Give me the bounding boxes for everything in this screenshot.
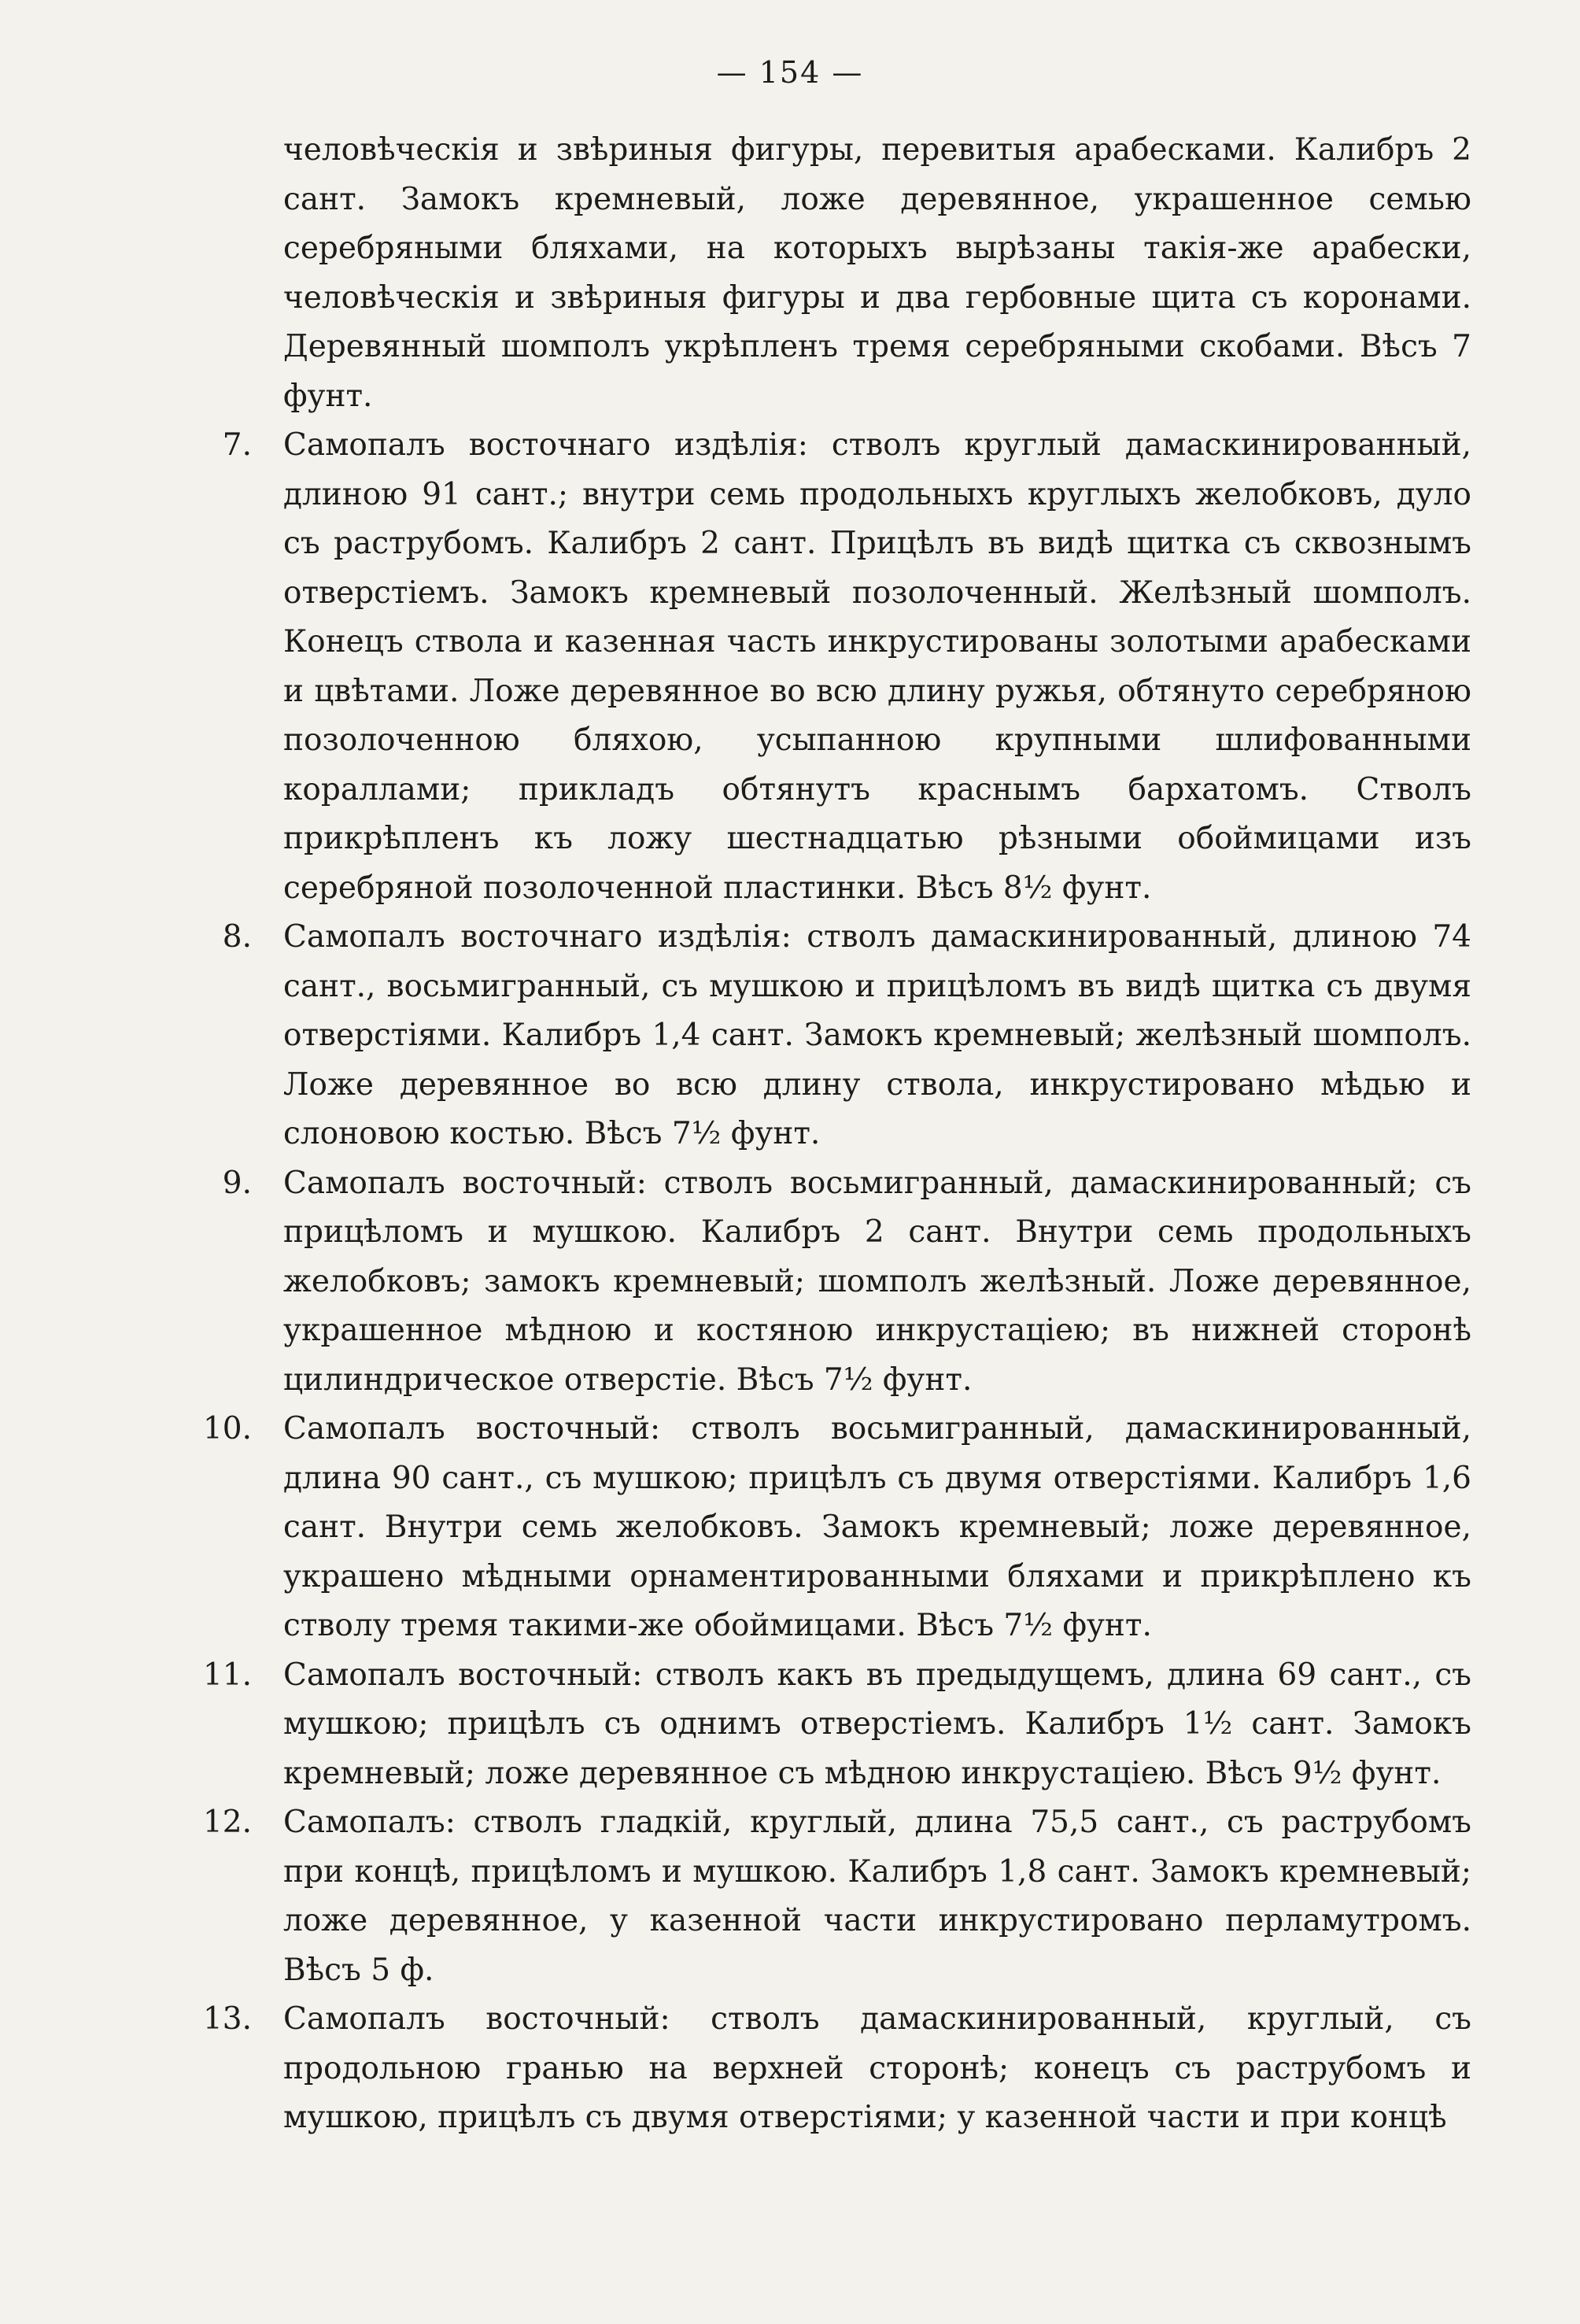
entry-number: 8. xyxy=(222,919,252,955)
catalog-entry xyxy=(202,1798,1471,1995)
continuation-paragraph: человѣческія и звѣриныя фигуры, перевитыя арабесками. Калибръ 2 сант. Замокъ кремневый, ложе деревянное, украшенное семью серебряными бляхами, на которыхъ вырѣзаны такія-же арабески, человѣческія и звѣриныя фигуры и два гербовные щита съ коронами. Деревянный шомполъ укрѣпленъ тремя серебряными скобами. Вѣсъ 7 фунт. xyxy=(283,132,1471,414)
entry-number: 10. xyxy=(202,1411,252,1446)
catalog-entry xyxy=(202,1405,1471,1651)
entry-text: Самопалъ: стволъ гладкій, круглый, длина 75,5 сант., съ раструбомъ при концѣ, прицѣломъ и мушкою. Калибръ 1,8 сант. Замокъ кремневый; ложе деревянное, у казенной части инкрустировано перламутромъ. Вѣсъ 5 ф. xyxy=(283,1805,1471,1988)
entry-number: 12. xyxy=(202,1805,252,1840)
entry-number: 9. xyxy=(222,1165,252,1201)
entry-number: 11. xyxy=(202,1657,252,1693)
entry-number: 13. xyxy=(202,2001,252,2037)
entry-text: Самопалъ восточный: стволъ какъ въ предыдущемъ, длина 69 сант., съ мушкою; прицѣлъ съ однимъ отверстіемъ. Калибръ 1½ сант. Замокъ кремневый; ложе деревянное съ мѣдною инкрустаціею. Вѣсъ 9½ фунт. xyxy=(283,1657,1471,1791)
catalog-entry xyxy=(222,913,1471,1159)
catalog-entry xyxy=(222,421,1471,913)
catalog-entry xyxy=(222,1159,1471,1406)
page-number: — 154 — xyxy=(716,55,864,90)
entry-number: 7. xyxy=(222,427,252,463)
entry-text: Самопалъ восточный: стволъ дамаскинированный, круглый, съ продольною гранью на верхней сторонѣ; конецъ съ раструбомъ и мушкою, прицѣлъ съ двумя отверстіями; у казенной части и при концѣ xyxy=(283,2001,1471,2135)
entry-text: Самопалъ восточный: стволъ восьмигранный, дамаскинированный; съ прицѣломъ и мушкою. Калибръ 2 сант. Внутри семь продольныхъ желобковъ; замокъ кремневый; шомполъ желѣзный. Ложе деревянное, украшенное мѣдною и костяною инкрустаціею; въ нижней сторонѣ цилиндрическое отверстіе. Вѣсъ 7½ фунт. xyxy=(283,1165,1471,1398)
catalog-entry xyxy=(202,1995,1471,2143)
entry-text: Самопалъ восточный: стволъ восьмигранный, дамаскинированный, длина 90 сант., съ мушкою; прицѣлъ съ двумя отверстіями. Калибръ 1,6 сант. Внутри семь желобковъ. Замокъ кремневый; ложе деревянное, украшено мѣдными орнаментированными бляхами и прикрѣплено къ стволу тремя такими-же обоймицами. Вѣсъ 7½ фунт. xyxy=(283,1411,1471,1643)
entry-text: Самопалъ восточнаго издѣлія: стволъ круглый дамаскинированный, длиною 91 сант.; внутри семь продольныхъ круглыхъ желобковъ, дуло съ раструбомъ. Калибръ 2 сант. Прицѣлъ въ видѣ щитка съ сквознымъ отверстіемъ. Замокъ кремневый позолоченный. Желѣзный шомполъ. Конецъ ствола и казенная часть инкрустированы золотыми арабесками и цвѣтами. Ложе деревянное во всю длину ружья, обтянуто серебряною позолоченною бляхою, усыпанною крупными шлифованными кораллами; прикладъ обтянутъ краснымъ бархатомъ. Стволъ прикрѣпленъ къ ложу шестнадцатью рѣзными обоймицами изъ серебряной позолоченной пластинки. Вѣсъ 8½ фунт. xyxy=(283,427,1471,906)
entry-text: Самопалъ восточнаго издѣлія: стволъ дамаскинированный, длиною 74 сант., восьмигранный, съ мушкою и прицѣломъ въ видѣ щитка съ двумя отверстіями. Калибръ 1,4 сант. Замокъ кремневый; желѣзный шомполъ. Ложе деревянное во всю длину ствола, инкрустировано мѣдью и слоновою костью. Вѣсъ 7½ фунт. xyxy=(283,919,1471,1151)
page-body xyxy=(202,126,1471,2143)
catalog-entry xyxy=(202,1651,1471,1799)
